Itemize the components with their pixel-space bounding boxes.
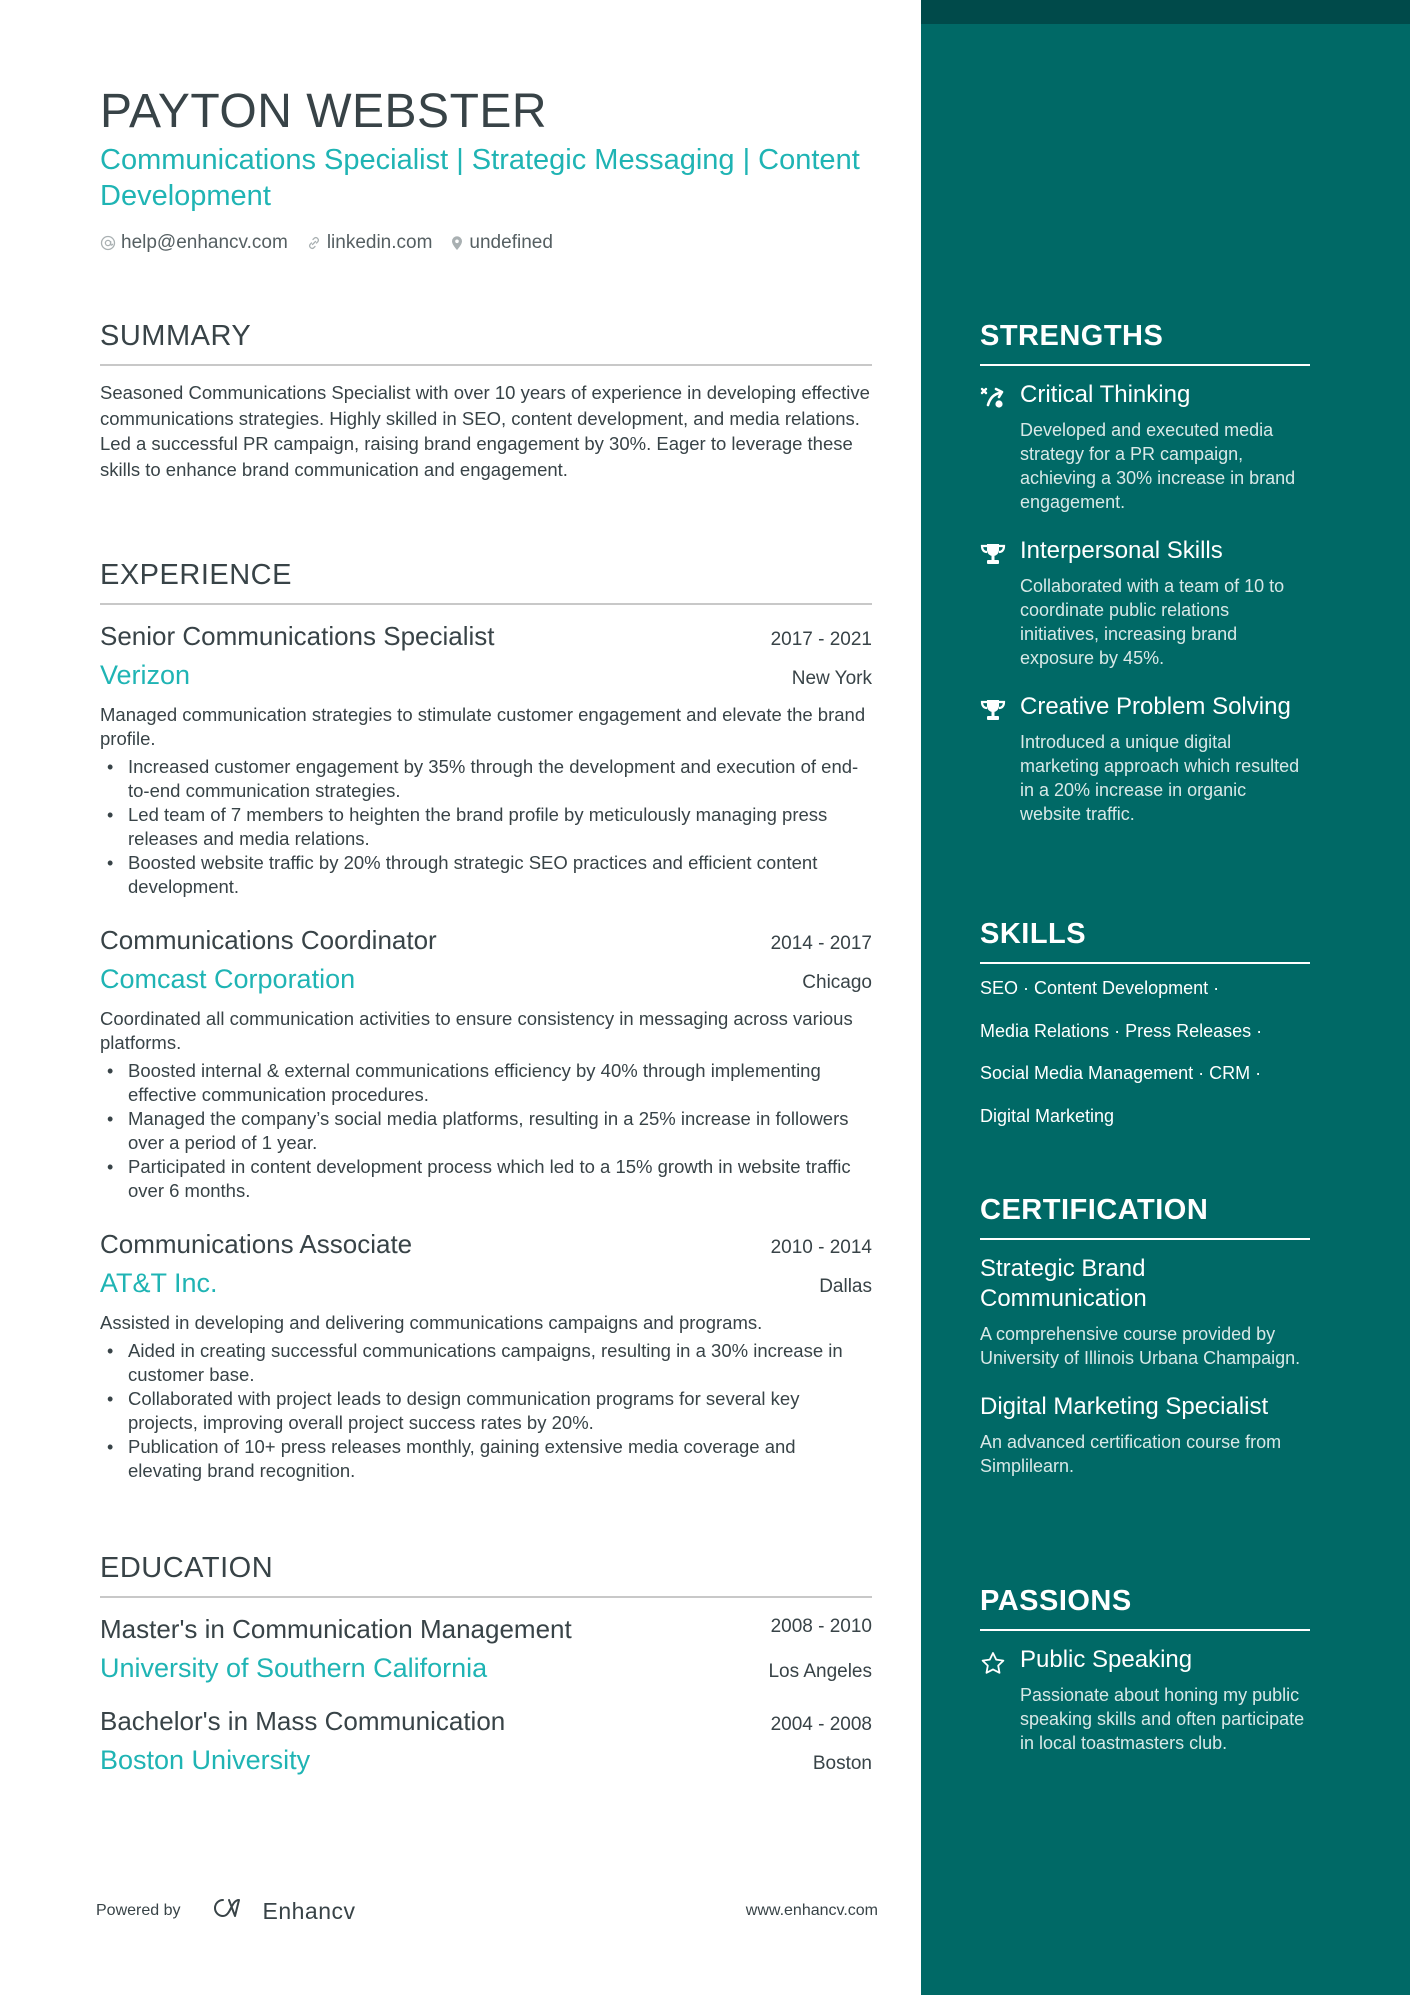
at-icon — [100, 235, 116, 251]
summary-text: Seasoned Communications Specialist with over 10 years of experience in developing effective communications strategies. Highly skilled in SEO, content development, and media relations. Led a successful PR campaign, raising brand engagement by 30%. Eager to leverage these skills to enhance brand communication and engagement. — [100, 382, 870, 480]
job-dates: 2017 - 2021 — [770, 629, 872, 650]
strength-item — [980, 536, 1310, 670]
skills-line: Digital Marketing — [980, 1105, 1115, 1126]
school-location: Los Angeles — [768, 1661, 872, 1682]
job-bullet: • Boosted internal & external communications efficiency by 40% through implementing effective communication procedures. — [100, 1059, 872, 1107]
link-icon — [306, 235, 322, 251]
job-company: AT&T Inc. — [100, 1268, 218, 1298]
certification-title: Strategic Brand Communication — [980, 1255, 1147, 1312]
passions-section — [980, 1583, 1310, 1755]
trophy-icon — [980, 692, 1020, 826]
job-dates: 2014 - 2017 — [770, 933, 872, 954]
job-title: Communications Coordinator — [100, 925, 437, 955]
passion-description: Passionate about honing my public speaking skills and often participate in local toastmasters club. — [1020, 1685, 1305, 1753]
job-bullet: • Participated in content development process which led to a 15% growth in website traffic over 6 months. — [100, 1155, 872, 1203]
skills-line: Social Media Management · CRM · — [980, 1063, 1262, 1083]
strengths-section — [980, 318, 1310, 826]
job-bullet: • Aided in creating successful communications campaigns, resulting in a 30% increase in customer base. — [100, 1339, 872, 1387]
education-dates: 2004 - 2008 — [770, 1714, 872, 1735]
job-dates: 2010 - 2014 — [770, 1237, 872, 1258]
strength-title: Creative Problem Solving — [1020, 693, 1291, 720]
passion-item — [980, 1645, 1310, 1755]
job-company: Verizon — [100, 660, 191, 690]
certification-title: Digital Marketing Specialist — [980, 1393, 1269, 1420]
job-description: Assisted in developing and delivering communications campaigns and programs. — [100, 1312, 763, 1333]
job-location: Dallas — [819, 1276, 872, 1297]
experience-section — [100, 557, 872, 1483]
experience-entry — [100, 923, 872, 1203]
contact-location-text: undefined — [469, 232, 553, 253]
job-description: Coordinated all communication activities to ensure consistency in messaging across various platforms. — [100, 1008, 853, 1053]
school-name: Boston University — [100, 1745, 311, 1775]
experience-heading: EXPERIENCE — [100, 557, 872, 605]
enhancv-logo[interactable] — [207, 1896, 356, 1926]
job-bullets — [100, 755, 872, 899]
degree-title: Master's in Communication Management — [100, 1614, 572, 1644]
footer-url-link[interactable]: www.enhancv.com — [745, 1902, 878, 1919]
skills-list — [980, 968, 1310, 1136]
strength-item — [980, 380, 1310, 514]
strategy-play-icon — [980, 380, 1020, 514]
education-section — [100, 1550, 872, 1778]
contact-email[interactable] — [100, 232, 288, 254]
skills-section — [980, 916, 1310, 1136]
job-title: Senior Communications Specialist — [100, 621, 495, 651]
passions-heading: PASSIONS — [980, 1583, 1310, 1631]
job-title: Communications Associate — [100, 1229, 413, 1259]
strength-title: Interpersonal Skills — [1020, 537, 1223, 564]
headline: Communications Specialist | Strategic Messaging | Content Development — [100, 144, 860, 212]
summary-section — [100, 318, 872, 482]
job-bullet: • Boosted website traffic by 20% through strategic SEO practices and efficient content development. — [100, 851, 872, 899]
strength-description: Developed and executed media strategy for a PR campaign, achieving a 30% increase in brand engagement. — [1020, 420, 1296, 512]
skills-line: SEO · Content Development · — [980, 978, 1220, 998]
candidate-name: PAYTON WEBSTER — [100, 85, 548, 138]
certification-item — [980, 1392, 1310, 1478]
skills-heading: SKILLS — [980, 916, 1310, 964]
strength-description: Introduced a unique digital marketing approach which resulted in a 20% increase in organic website traffic. — [1020, 732, 1300, 824]
summary-heading: SUMMARY — [100, 318, 872, 366]
job-bullet: • Collaborated with project leads to design communication programs for several key projects, improving overall project success rates by 20%. — [100, 1387, 872, 1435]
certification-item — [980, 1254, 1310, 1370]
trophy-icon — [980, 536, 1020, 670]
school-name: University of Southern California — [100, 1653, 488, 1683]
enhancv-logo-text: Enhancv — [262, 1897, 356, 1924]
job-company: Comcast Corporation — [100, 964, 356, 994]
education-dates: 2008 - 2010 — [770, 1616, 872, 1637]
strength-title: Critical Thinking — [1020, 381, 1191, 408]
contact-linkedin[interactable] — [306, 232, 433, 254]
certification-heading: CERTIFICATION — [980, 1192, 1310, 1240]
strength-item — [980, 692, 1310, 826]
job-bullet: • Led team of 7 members to heighten the brand profile by meticulously managing press releases and media relations. — [100, 803, 872, 851]
footer — [96, 1896, 878, 1926]
job-bullets — [100, 1059, 872, 1203]
passion-title: Public Speaking — [1020, 1646, 1193, 1673]
contact-email-text: help@enhancv.com — [121, 232, 288, 253]
certification-description: A comprehensive course provided by University of Illinois Urbana Champaign. — [980, 1324, 1301, 1368]
experience-entry — [100, 619, 872, 899]
degree-title: Bachelor's in Mass Communication — [100, 1706, 506, 1736]
job-bullet: • Managed the company’s social media platforms, resulting in a 25% increase in followers over a period of 1 year. — [100, 1107, 872, 1155]
star-icon — [980, 1645, 1020, 1755]
job-bullet: • Increased customer engagement by 35% through the development and execution of end-to-end communication strategies. — [100, 755, 872, 803]
enhancv-logo-icon — [207, 1896, 255, 1926]
school-location: Boston — [812, 1753, 872, 1774]
strength-description: Collaborated with a team of 10 to coordinate public relations initiatives, increasing brand exposure by 45%. — [1020, 576, 1285, 668]
certification-description: An advanced certification course from Simplilearn. — [980, 1432, 1282, 1476]
education-entry — [100, 1612, 872, 1686]
education-heading: EDUCATION — [100, 1550, 872, 1598]
certification-section — [980, 1192, 1310, 1478]
skills-line: Media Relations · Press Releases · — [980, 1020, 1263, 1041]
strengths-heading: STRENGTHS — [980, 318, 1310, 366]
education-entry — [100, 1704, 872, 1778]
job-bullets — [100, 1339, 872, 1483]
job-location: New York — [791, 668, 872, 689]
sidebar-top-band — [921, 0, 1410, 24]
contact-linkedin-text: linkedin.com — [326, 232, 433, 253]
job-bullet: • Publication of 10+ press releases monthly, gaining extensive media coverage and elevating brand recognition. — [100, 1435, 872, 1483]
contact-location — [450, 232, 552, 254]
job-description: Managed communication strategies to stimulate customer engagement and elevate the brand profile. — [100, 704, 866, 749]
job-location: Chicago — [802, 972, 872, 993]
location-pin-icon — [450, 235, 464, 251]
experience-entry — [100, 1227, 872, 1483]
powered-by-label: Powered by — [96, 1902, 181, 1919]
contact-info — [100, 232, 553, 254]
